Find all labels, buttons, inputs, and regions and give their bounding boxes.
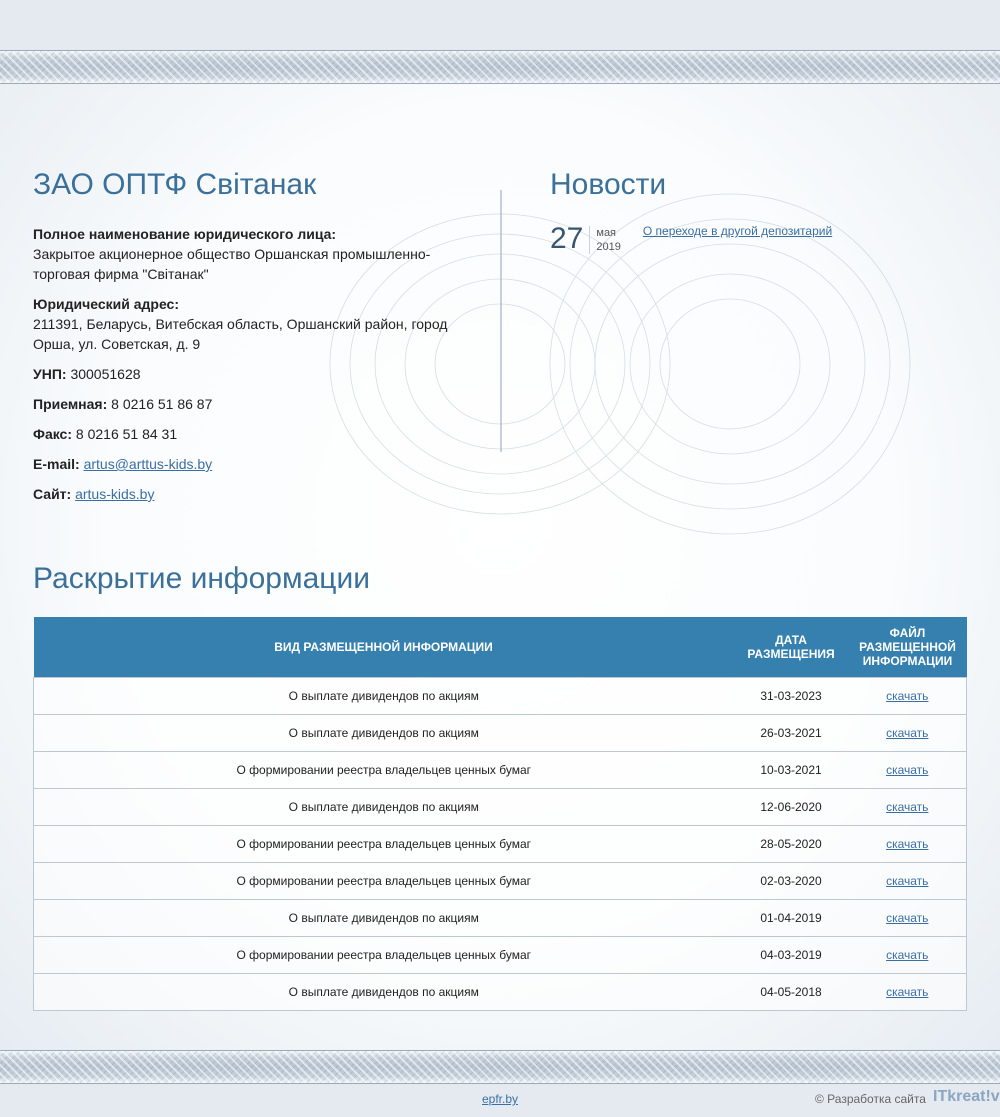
footer	[0, 1084, 1000, 1117]
download-link[interactable]: скачать	[886, 762, 929, 777]
reception-value: 8 0216 51 86 87	[111, 396, 213, 412]
news-month: мая	[596, 227, 617, 239]
download-link[interactable]: скачать	[886, 873, 929, 888]
table-row	[34, 788, 967, 825]
reception-label: Приемная:	[33, 396, 108, 412]
full-name-label: Полное наименование юридического лица:	[33, 226, 337, 242]
cell-file	[849, 825, 967, 862]
address-row	[33, 294, 463, 354]
column-header-date: ДАТА РАЗМЕЩЕНИЯ	[734, 617, 849, 677]
cell-date: 12-06-2020	[734, 788, 849, 825]
cell-date: 28-05-2020	[734, 825, 849, 862]
download-link[interactable]: скачать	[886, 799, 929, 814]
table-row	[34, 677, 967, 714]
cell-date: 02-03-2020	[734, 862, 849, 899]
download-link[interactable]: скачать	[886, 836, 929, 851]
download-link[interactable]: скачать	[886, 947, 929, 962]
decorative-band-top	[0, 50, 1000, 84]
download-link[interactable]: скачать	[886, 688, 929, 703]
fax-row	[33, 424, 463, 444]
cell-type: О формировании реестра владельцев ценных бумаг	[34, 936, 734, 973]
cell-file	[849, 899, 967, 936]
table-header-row	[34, 617, 967, 677]
table-body	[34, 677, 967, 1010]
cell-type: О выплате дивидендов по акциям	[34, 899, 734, 936]
cell-file	[849, 973, 967, 1010]
cell-date: 26-03-2021	[734, 714, 849, 751]
download-link[interactable]: скачать	[886, 725, 929, 740]
full-name-row	[33, 224, 463, 284]
main-content	[0, 84, 1000, 1050]
unp-label: УНП:	[33, 366, 67, 382]
cell-type: О выплате дивидендов по акциям	[34, 714, 734, 751]
cell-type: О формировании реестра владельцев ценных бумаг	[34, 751, 734, 788]
disclosure-title: Раскрытие информации	[33, 562, 370, 595]
site-row	[33, 484, 463, 504]
fax-value: 8 0216 51 84 31	[75, 426, 178, 442]
company-info	[33, 224, 463, 514]
site-link[interactable]: artus-kids.by	[75, 486, 155, 502]
cell-date: 10-03-2021	[734, 751, 849, 788]
cell-date: 31-03-2023	[734, 677, 849, 714]
table-row	[34, 862, 967, 899]
table-row	[34, 714, 967, 751]
cell-file	[849, 751, 967, 788]
address-label: Юридический адрес:	[33, 296, 179, 312]
download-link[interactable]: скачать	[886, 984, 929, 999]
cell-type: О выплате дивидендов по акциям	[34, 677, 734, 714]
news-month-year	[589, 226, 620, 254]
cell-file	[849, 714, 967, 751]
disclosure-table	[33, 617, 967, 1011]
news-year: 2019	[596, 241, 621, 253]
footer-link[interactable]: epfr.by	[482, 1092, 519, 1106]
news-item	[550, 224, 832, 254]
email-link[interactable]: artus@arttus-kids.by	[83, 456, 213, 472]
cell-file	[849, 862, 967, 899]
cell-date: 04-03-2019	[734, 936, 849, 973]
cell-type: О выплате дивидендов по акциям	[34, 788, 734, 825]
top-bar	[0, 0, 1000, 50]
vertical-divider	[500, 190, 502, 452]
table-row	[34, 825, 967, 862]
fax-label: Факс:	[33, 426, 73, 442]
developer-logo[interactable]: ITkreat!v	[933, 1088, 1000, 1105]
unp-row	[33, 364, 463, 384]
cell-type: О формировании реестра владельцев ценных бумаг	[34, 862, 734, 899]
table-row	[34, 899, 967, 936]
full-name-value: Закрытое акционерное общество Оршанская промышленно-торговая фирма "Світанак"	[33, 246, 431, 282]
company-title: ЗАО ОПТФ Світанак	[33, 168, 317, 201]
cell-file	[849, 788, 967, 825]
cell-type: О формировании реестра владельцев ценных бумаг	[34, 825, 734, 862]
email-row	[33, 454, 463, 474]
cell-type: О выплате дивидендов по акциям	[34, 973, 734, 1010]
cell-file	[849, 936, 967, 973]
column-header-type: ВИД РАЗМЕЩЕННОЙ ИНФОРМАЦИИ	[34, 617, 734, 677]
news-title: Новости	[550, 168, 667, 201]
download-link[interactable]: скачать	[886, 910, 929, 925]
copyright-text: © Разработка сайта	[815, 1092, 926, 1106]
table-row	[34, 973, 967, 1010]
site-label: Сайт:	[33, 486, 72, 502]
table-row	[34, 751, 967, 788]
unp-value: 300051628	[70, 366, 141, 382]
table-row	[34, 936, 967, 973]
disclosure-table-wrap	[33, 617, 967, 1011]
cell-date: 04-05-2018	[734, 973, 849, 1010]
cell-date: 01-04-2019	[734, 899, 849, 936]
news-day: 27	[550, 222, 584, 255]
cell-file	[849, 677, 967, 714]
address-value: 211391, Беларусь, Витебская область, Оршанский район, город Орша, ул. Советская, д. 9	[33, 316, 448, 352]
decorative-band-bottom	[0, 1050, 1000, 1084]
news-link[interactable]: О переходе в другой депозитарий	[642, 224, 833, 238]
reception-row	[33, 394, 463, 414]
email-label: E-mail:	[33, 456, 80, 472]
column-header-file: ФАЙЛ РАЗМЕЩЕННОЙ ИНФОРМАЦИИ	[849, 617, 967, 677]
